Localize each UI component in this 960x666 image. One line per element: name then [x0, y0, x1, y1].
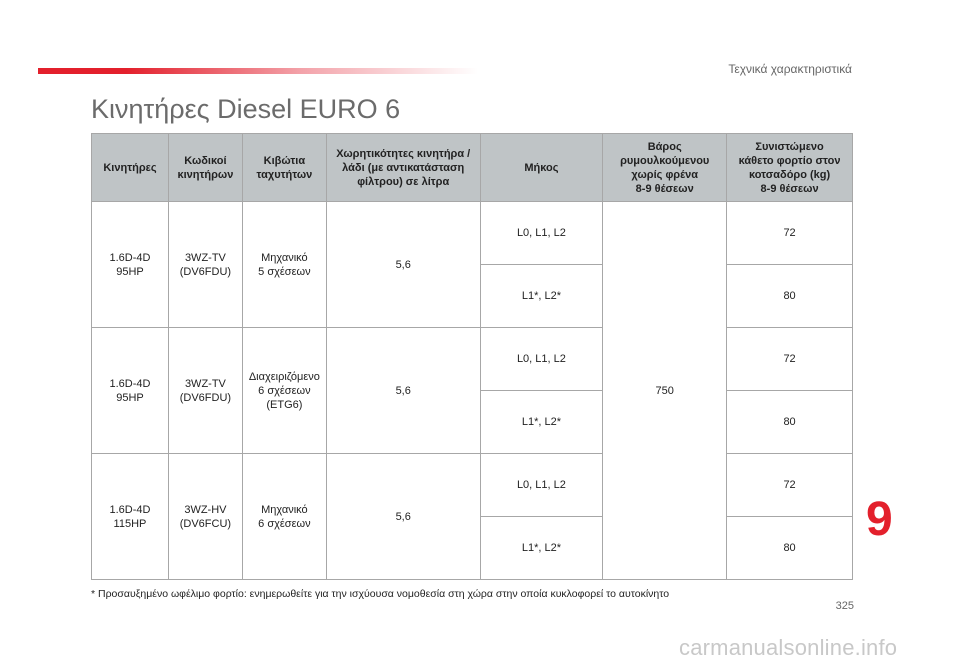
header-length: Μήκος [480, 134, 603, 202]
capacity-cell: 5,6 [326, 202, 480, 328]
page-title: Κινητήρες Diesel EURO 6 [91, 94, 401, 124]
footnote: * Προσαυξημένο ωφέλιμο φορτίο: ενημερωθείτε για την ισχύουσα νομοθεσία στη χώρα στην οποία κυκλοφορεί το αυτοκίνητο [91, 588, 670, 600]
nose-weight-cell: 72 [727, 202, 853, 265]
gearbox-cell: Διαχειριζόμενο 6 σχέσεων (ETG6) [242, 328, 326, 454]
length-cell: L0, L1, L2 [480, 454, 603, 517]
engine-cell: 1.6D-4D 95HP [92, 202, 169, 328]
length-cell: L0, L1, L2 [480, 328, 603, 391]
gearbox-cell: Μηχανικό 6 σχέσεων [242, 454, 326, 580]
nose-weight-cell: 80 [727, 517, 853, 580]
trailer-weight-cell: 750 [603, 202, 727, 580]
header-nose-weight: Συνιστώμενο κάθετο φορτίο στον κοτσαδόρο (kg) 8-9 θέσεων [727, 134, 853, 202]
table-row [92, 328, 853, 391]
nose-weight-cell: 72 [727, 328, 853, 391]
engine-cell: 1.6D-4D 115HP [92, 454, 169, 580]
nose-weight-cell: 80 [727, 391, 853, 454]
watermark-text: carmanualsonline.info [679, 635, 898, 660]
table-row [92, 202, 853, 265]
page-number: 325 [835, 600, 854, 612]
engine-spec-table [91, 133, 853, 580]
capacity-cell: 5,6 [326, 454, 480, 580]
nose-weight-cell: 80 [727, 265, 853, 328]
header-gearboxes: Κιβώτια ταχυτήτων [242, 134, 326, 202]
capacity-cell: 5,6 [326, 328, 480, 454]
length-cell: L1*, L2* [480, 517, 603, 580]
length-cell: L1*, L2* [480, 265, 603, 328]
engine-cell: 1.6D-4D 95HP [92, 328, 169, 454]
chapter-number: 9 [866, 493, 893, 546]
header-accent-bar [38, 68, 478, 74]
engine-code-cell: 3WZ-HV (DV6FCU) [168, 454, 242, 580]
nose-weight-cell: 72 [727, 454, 853, 517]
table-header-row [92, 134, 853, 202]
section-title: Τεχνικά χαρακτηριστικά [728, 62, 852, 76]
length-cell: L0, L1, L2 [480, 202, 603, 265]
header-oil-capacity: Χωρητικότητες κινητήρα / λάδι (με αντικατάσταση φίλτρου) σε λίτρα [326, 134, 480, 202]
engine-code-cell: 3WZ-TV (DV6FDU) [168, 328, 242, 454]
header-engines: Κινητήρες [92, 134, 169, 202]
engine-code-cell: 3WZ-TV (DV6FDU) [168, 202, 242, 328]
header-unbraked-trailer-weight: Βάρος ρυμουλκούμενου χωρίς φρένα 8-9 θέσεων [603, 134, 727, 202]
header-engine-codes: Κωδικοί κινητήρων [168, 134, 242, 202]
length-cell: L1*, L2* [480, 391, 603, 454]
gearbox-cell: Μηχανικό 5 σχέσεων [242, 202, 326, 328]
table-row [92, 454, 853, 517]
